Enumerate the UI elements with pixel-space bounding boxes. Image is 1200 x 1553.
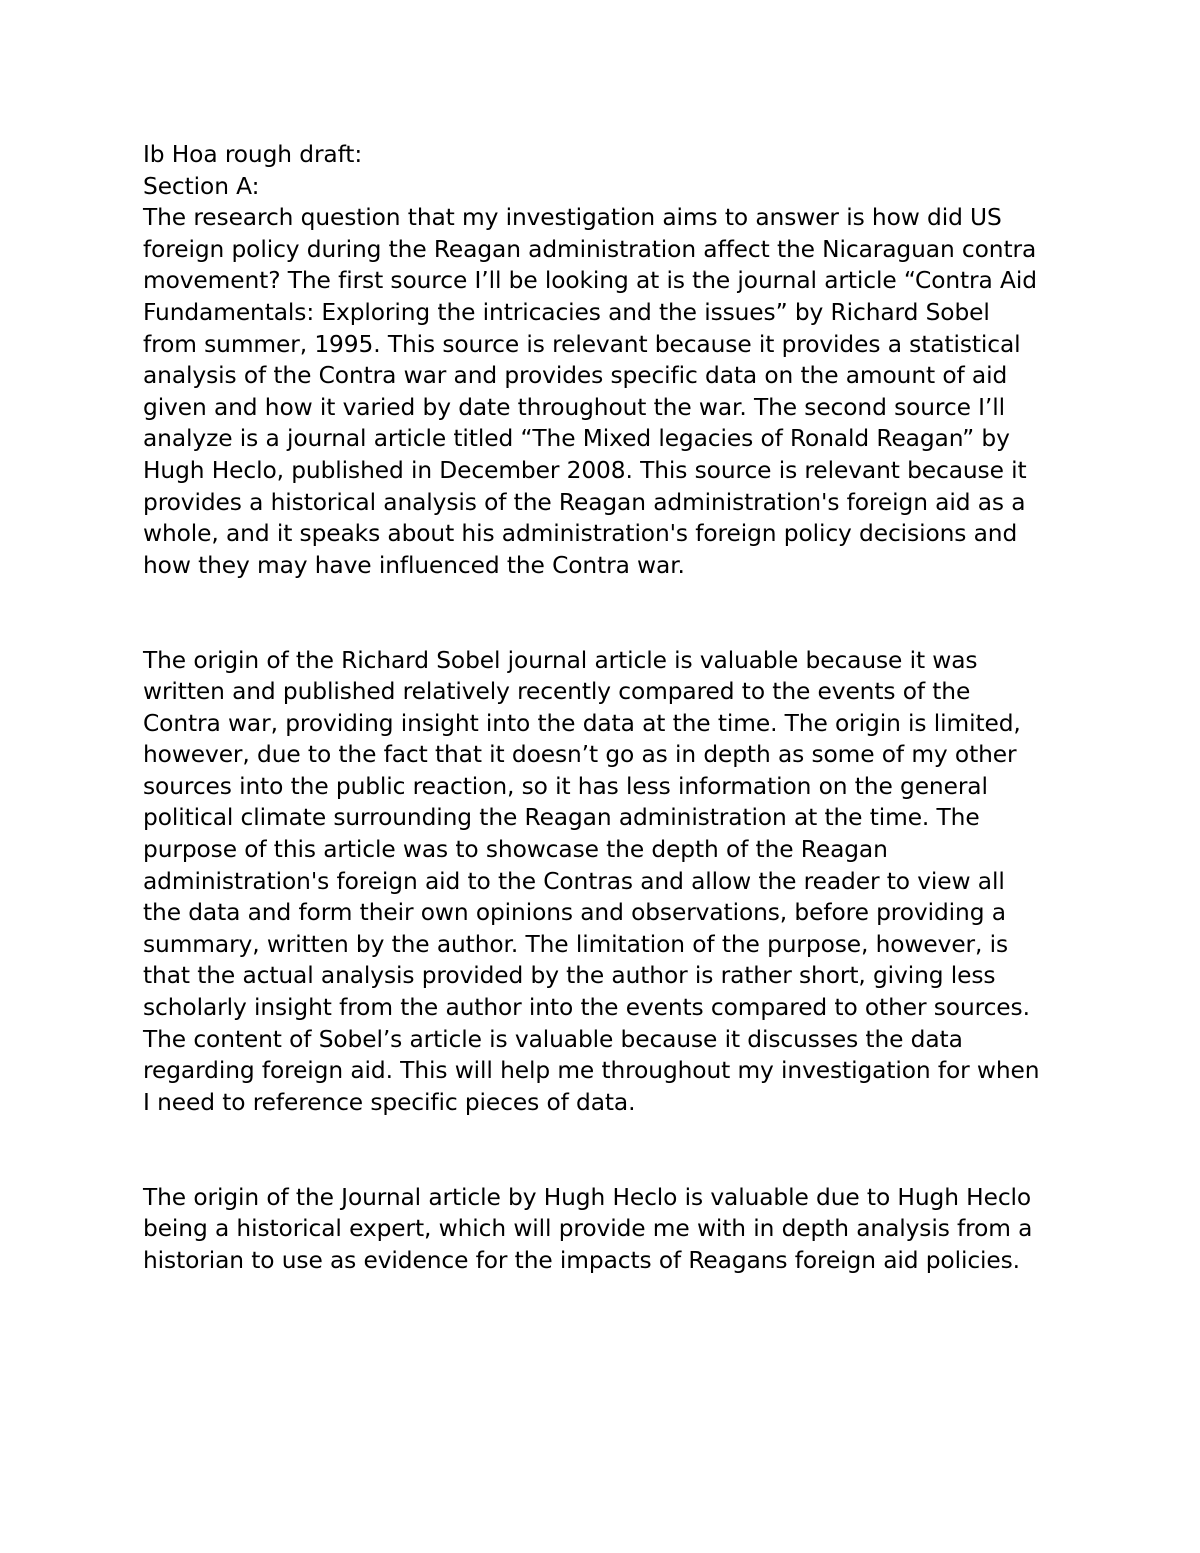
paragraph-line: The content of Sobel’s article is valuable because it discusses the data: [143, 1025, 963, 1053]
paragraph-line: foreign policy during the Reagan administration affect the Nicaraguan contra: [143, 235, 1037, 263]
document-body: [143, 139, 1073, 1340]
paragraph-line: summary, written by the author. The limitation of the purpose, however, is: [143, 930, 1009, 958]
paragraph-line: analyze is a journal article titled “The Mixed legacies of Ronald Reagan” by: [143, 425, 1010, 453]
paragraph-line: purpose of this article was to showcase the depth of the Reagan: [143, 836, 888, 864]
paragraph-line: The origin of the Journal article by Hugh Heclo is valuable due to Hugh Heclo: [143, 1183, 1032, 1211]
paragraph-line: that the actual analysis provided by the author is rather short, giving less: [143, 962, 996, 990]
paragraph-line: however, due to the fact that it doesn’t go as in depth as some of my other: [143, 741, 1017, 769]
paragraph-sobel-evaluation: [143, 645, 1073, 1119]
paragraph-line: from summer, 1995. This source is relevant because it provides a statistical: [143, 330, 1021, 358]
paragraph-line: Hugh Heclo, published in December 2008. This source is relevant because it: [143, 456, 1027, 484]
paragraph-line: given and how it varied by date throughout the war. The second source I’ll: [143, 393, 1005, 421]
paragraph-line: regarding foreign aid. This will help me throughout my investigation for when: [143, 1057, 1040, 1085]
paragraph-line: how they may have influenced the Contra war.: [143, 551, 685, 579]
paragraph-line: whole, and it speaks about his administration's foreign policy decisions and: [143, 520, 1018, 548]
paragraph-line: I need to reference specific pieces of data.: [143, 1088, 636, 1116]
section-heading: Section A:: [143, 172, 260, 200]
paragraph-line: Fundamentals: Exploring the intricacies and the issues” by Richard Sobel: [143, 298, 990, 326]
paragraph-line: sources into the public reaction, so it has less information on the general: [143, 772, 988, 800]
paragraph-line: The origin of the Richard Sobel journal article is valuable because it was: [143, 646, 978, 674]
paragraph-line: political climate surrounding the Reagan administration at the time. The: [143, 804, 980, 832]
paragraph-line: analysis of the Contra war and provides specific data on the amount of aid: [143, 362, 1008, 390]
paragraph-line: provides a historical analysis of the Reagan administration's foreign aid as a: [143, 488, 1026, 516]
paragraph-line: The research question that my investigation aims to answer is how did US: [143, 204, 1002, 232]
paragraph-line: written and published relatively recently compared to the events of the: [143, 678, 971, 706]
paragraph-line: Contra war, providing insight into the data at the time. The origin is limited,: [143, 709, 1021, 737]
paragraph-line: being a historical expert, which will provide me with in depth analysis from a: [143, 1215, 1033, 1243]
paragraph-line: administration's foreign aid to the Contras and allow the reader to view all: [143, 867, 1005, 895]
paragraph-line: the data and form their own opinions and observations, before providing a: [143, 899, 1006, 927]
paragraph-line: historian to use as evidence for the impacts of Reagans foreign aid policies.: [143, 1246, 1020, 1274]
document-title: Ib Hoa rough draft:: [143, 141, 363, 168]
paragraph-line: movement? The first source I’ll be looking at is the journal article “Contra Aid: [143, 267, 1037, 295]
paragraph-heclo-evaluation: [143, 1182, 1073, 1277]
paragraph-research-question: [143, 202, 1073, 581]
paragraph-line: scholarly insight from the author into the events compared to other sources.: [143, 994, 1030, 1022]
